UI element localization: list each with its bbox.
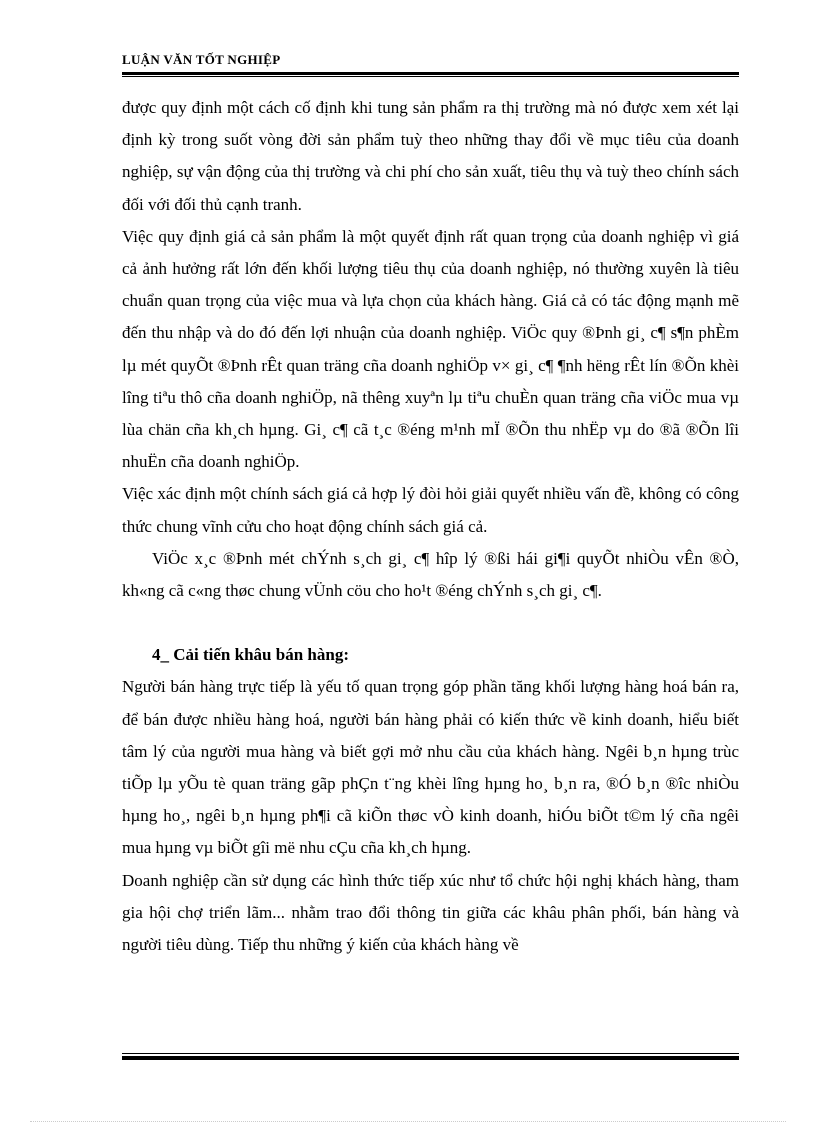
section-heading: 4_ Cải tiến khâu bán hàng: xyxy=(152,645,349,665)
paragraph: ViÖc x¸c ®Þnh mét chÝnh s¸ch gi¸ c¶ hîp lý ®ßi hái gi¶i quyÕt nhiÒu vÊn ®Ò, kh«ng cã c«ng thøc chung vÜnh cöu cho ho¹t ®éng chÝnh s¸ch gi¸ c¶. xyxy=(122,548,739,601)
footer-rule-thick xyxy=(122,1056,739,1060)
paragraph-spacer xyxy=(122,607,739,639)
paragraph: Người bán hàng trực tiếp là yếu tố quan trọng góp phần tăng khối lượng hàng hoá bán ra, để bán được nhiều hàng hoá, người bán hàng phải có kiến thức về kinh doanh, hiểu biết tâm lý của người mua hàng và biết gợi mở nhu cầu của khách hàng. Ngêi b¸n hµng trùc tiÕp lµ yÕu tè quan träng gãp phÇn t¨ng khèi lîng hµng ho¸ b¸n ra, ®Ó b¸n ®îc nhiÒu hµng ho¸, ngêi b¸n hµng ph¶i cã kiÕn thøc vÒ kinh doanh, hiÓu biÕt t©m lý cña ngêi mua hµng vµ biÕt gîi më nhu cÇu cña kh¸ch hµng. xyxy=(122,677,739,858)
running-header: LUẬN VĂN TỐT NGHIỆP xyxy=(122,52,281,67)
header-rule-thick xyxy=(122,72,739,75)
paragraph: Việc quy định giá cả sản phẩm là một quyết định rất quan trọng của doanh nghiệp vì giá cả ảnh hưởng rất lớn đến khối lượng tiêu thụ của doanh nghiệp, nó thường xuyên là tiêu chuẩn quan trọng của việc mua và lựa chọn của khách hàng. Giá cả có tác động mạnh mẽ đến thu nhập và do đó đến lợi nhuận của doanh nghiệp. ViÖc quy ®Þnh gi¸ c¶ s¶n phÈm lµ mét quyÕt ®Þnh rÊt quan träng cña doanh nghiÖp v× gi¸ c¶ ¶nh hëng rÊt lín ®Õn khèi lîng tiªu thô cña doanh nghiÖp, nã thêng xuyªn lµ tiªu chuÈn quan träng cña viÖc mua vµ lùa chän cña kh¸ch hµng. Gi¸ c¶ cã t¸c ®éng m¹nh mÏ ®Õn thu nhËp vµ do ®ã ®Õn lîi nhuËn cña doanh nghiÖp. xyxy=(122,226,739,472)
paragraph: được quy định một cách cố định khi tung sản phẩm ra thị trường mà nó được xem xét lại định kỳ trong suốt vòng đời sản phẩm tuỳ theo những thay đổi về mục tiêu của doanh nghiệp, sự vận động của thị trường và chi phí cho sản xuất, tiêu thụ và tuỳ theo chính sách đối với đối thủ cạnh tranh. xyxy=(122,98,739,214)
footer-rule-thin xyxy=(122,1053,739,1054)
body-text xyxy=(122,92,739,961)
paragraph: Doanh nghiệp cần sử dụng các hình thức tiếp xúc như tổ chức hội nghị khách hàng, tham gia hội chợ triển lãm... nhằm trao đổi thông tin giữa các khâu phân phối, bán hàng và người tiêu dùng. Tiếp thu những ý kiến của khách hàng về xyxy=(122,870,739,955)
header-rule-thin xyxy=(122,76,739,77)
paragraph: Việc xác định một chính sách giá cả hợp lý đòi hỏi giải quyết nhiều vấn đề, không có công thức chung vĩnh cửu cho hoạt động chính sách giá cả. xyxy=(122,484,739,536)
page-boundary-line xyxy=(30,1121,786,1122)
